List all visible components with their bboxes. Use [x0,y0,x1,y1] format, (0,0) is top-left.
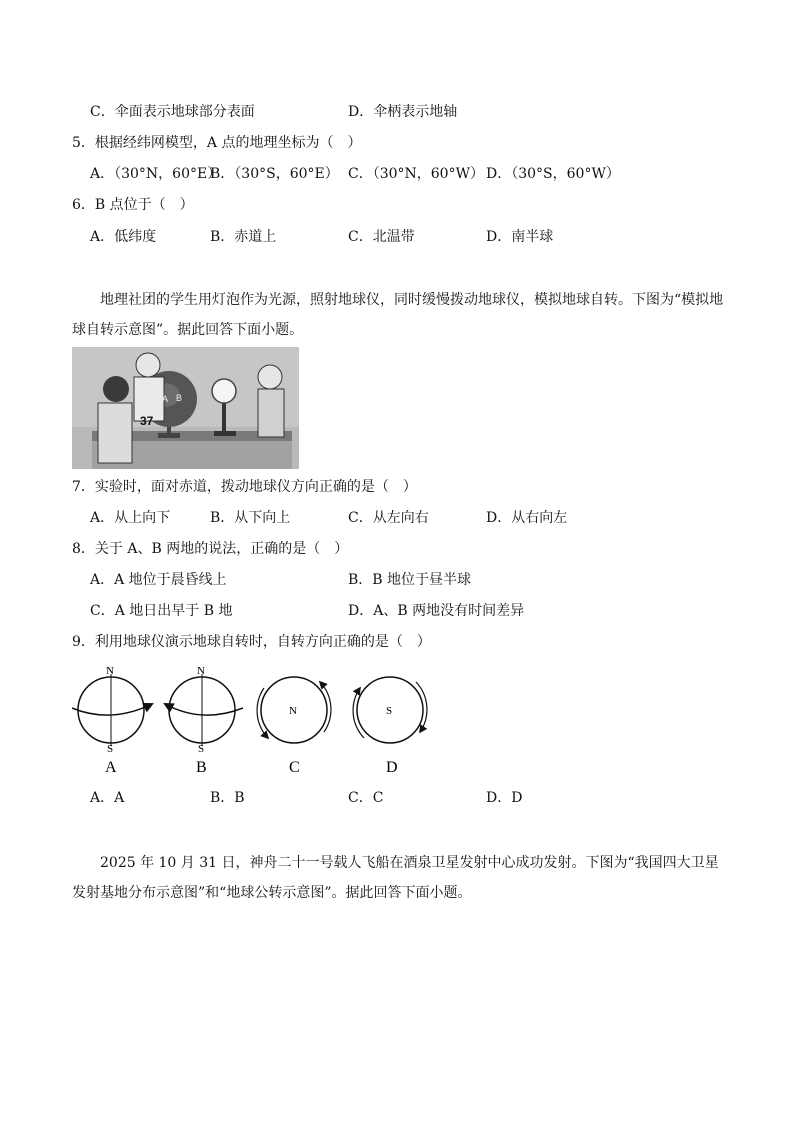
q6-option-b: B．赤道上 [210,229,277,245]
q6-stem: 6．B 点位于（ ） [72,197,194,213]
q9-option-b: B．B [210,790,245,806]
figure-b-caption: B [196,759,207,776]
figure-a-n: N [106,665,114,677]
q5-option-a: A．（30°N，60°E） [90,166,222,182]
figure-b-s: S [198,743,205,755]
passage-earth-rotation: 地理社团的学生用灯泡作为光源，照射地球仪，同时缓慢拨动地球仪，模拟地球自转。下图为“模拟地球自转示意图”。据此回答下面小题。 [72,292,724,338]
q7-option-c: C．从左向右 [348,510,429,526]
q4-option-d: D．伞柄表示地轴 [348,104,458,120]
figure-c-north-pole-view [257,677,331,776]
q5-stem: 5．根据经纬网模型，A 点的地理坐标为（ ） [72,135,362,151]
q6-option-c: C．北温带 [348,229,415,245]
rotation-direction-figures [68,660,438,780]
q6-option-d: D．南半球 [486,229,554,245]
q8-option-a: A．A 地位于晨昏线上 [90,572,227,588]
q9-stem: 9．利用地球仪演示地球自转时，自转方向正确的是（ ） [72,634,431,650]
figure-a-caption: A [105,759,117,776]
q5-option-b: B．（30°S，60°E） [210,166,339,182]
shirt-number: 37 [140,414,154,428]
figure-c-center: N [289,705,297,717]
q5-option-c: C．（30°N，60°W） [348,166,484,182]
q7-option-d: D．从右向左 [486,510,568,526]
q9-option-c: C．C [348,790,384,806]
q7-option-b: B．从下向上 [210,510,291,526]
q8-option-b: B．B 地位于昼半球 [348,572,472,588]
globe-label-b: B [176,393,183,403]
figure-a-side-view [72,665,152,776]
figure-d-caption: D [386,759,398,776]
figure-d-south-pole-view [353,677,427,776]
figure-d-center: S [386,705,393,717]
globe-label-a: A [162,394,169,404]
q8-stem: 8．关于 A、B 两地的说法，正确的是（ ） [72,541,349,557]
figure-b-side-view [165,665,243,776]
q7-stem: 7．实验时，面对赤道，拨动地球仪方向正确的是（ ） [72,479,417,495]
q8-option-c: C．A 地日出早于 B 地 [90,603,233,619]
q4-option-c: C．伞面表示地球部分表面 [90,104,255,120]
figure-b-n: N [197,665,205,677]
figure-c-caption: C [289,759,300,776]
rotation-experiment-illustration [72,347,299,469]
passage-shenzhou-launch: 2025 年 10 月 31 日，神舟二十一号载人飞船在酒泉卫星发射中心成功发射。下图为“我国四大卫星发射基地分布示意图”和“地球公转示意图”。据此回答下面小题。 [72,855,719,901]
q6-option-a: A．低纬度 [90,229,157,245]
figure-a-s: S [107,743,114,755]
q9-option-a: A．A [90,790,125,806]
q8-option-d: D．A、B 两地没有时间差异 [348,603,525,619]
q5-option-d: D．（30°S，60°W） [486,166,620,182]
q9-option-d: D．D [486,790,523,806]
q7-option-a: A．从上向下 [90,510,171,526]
